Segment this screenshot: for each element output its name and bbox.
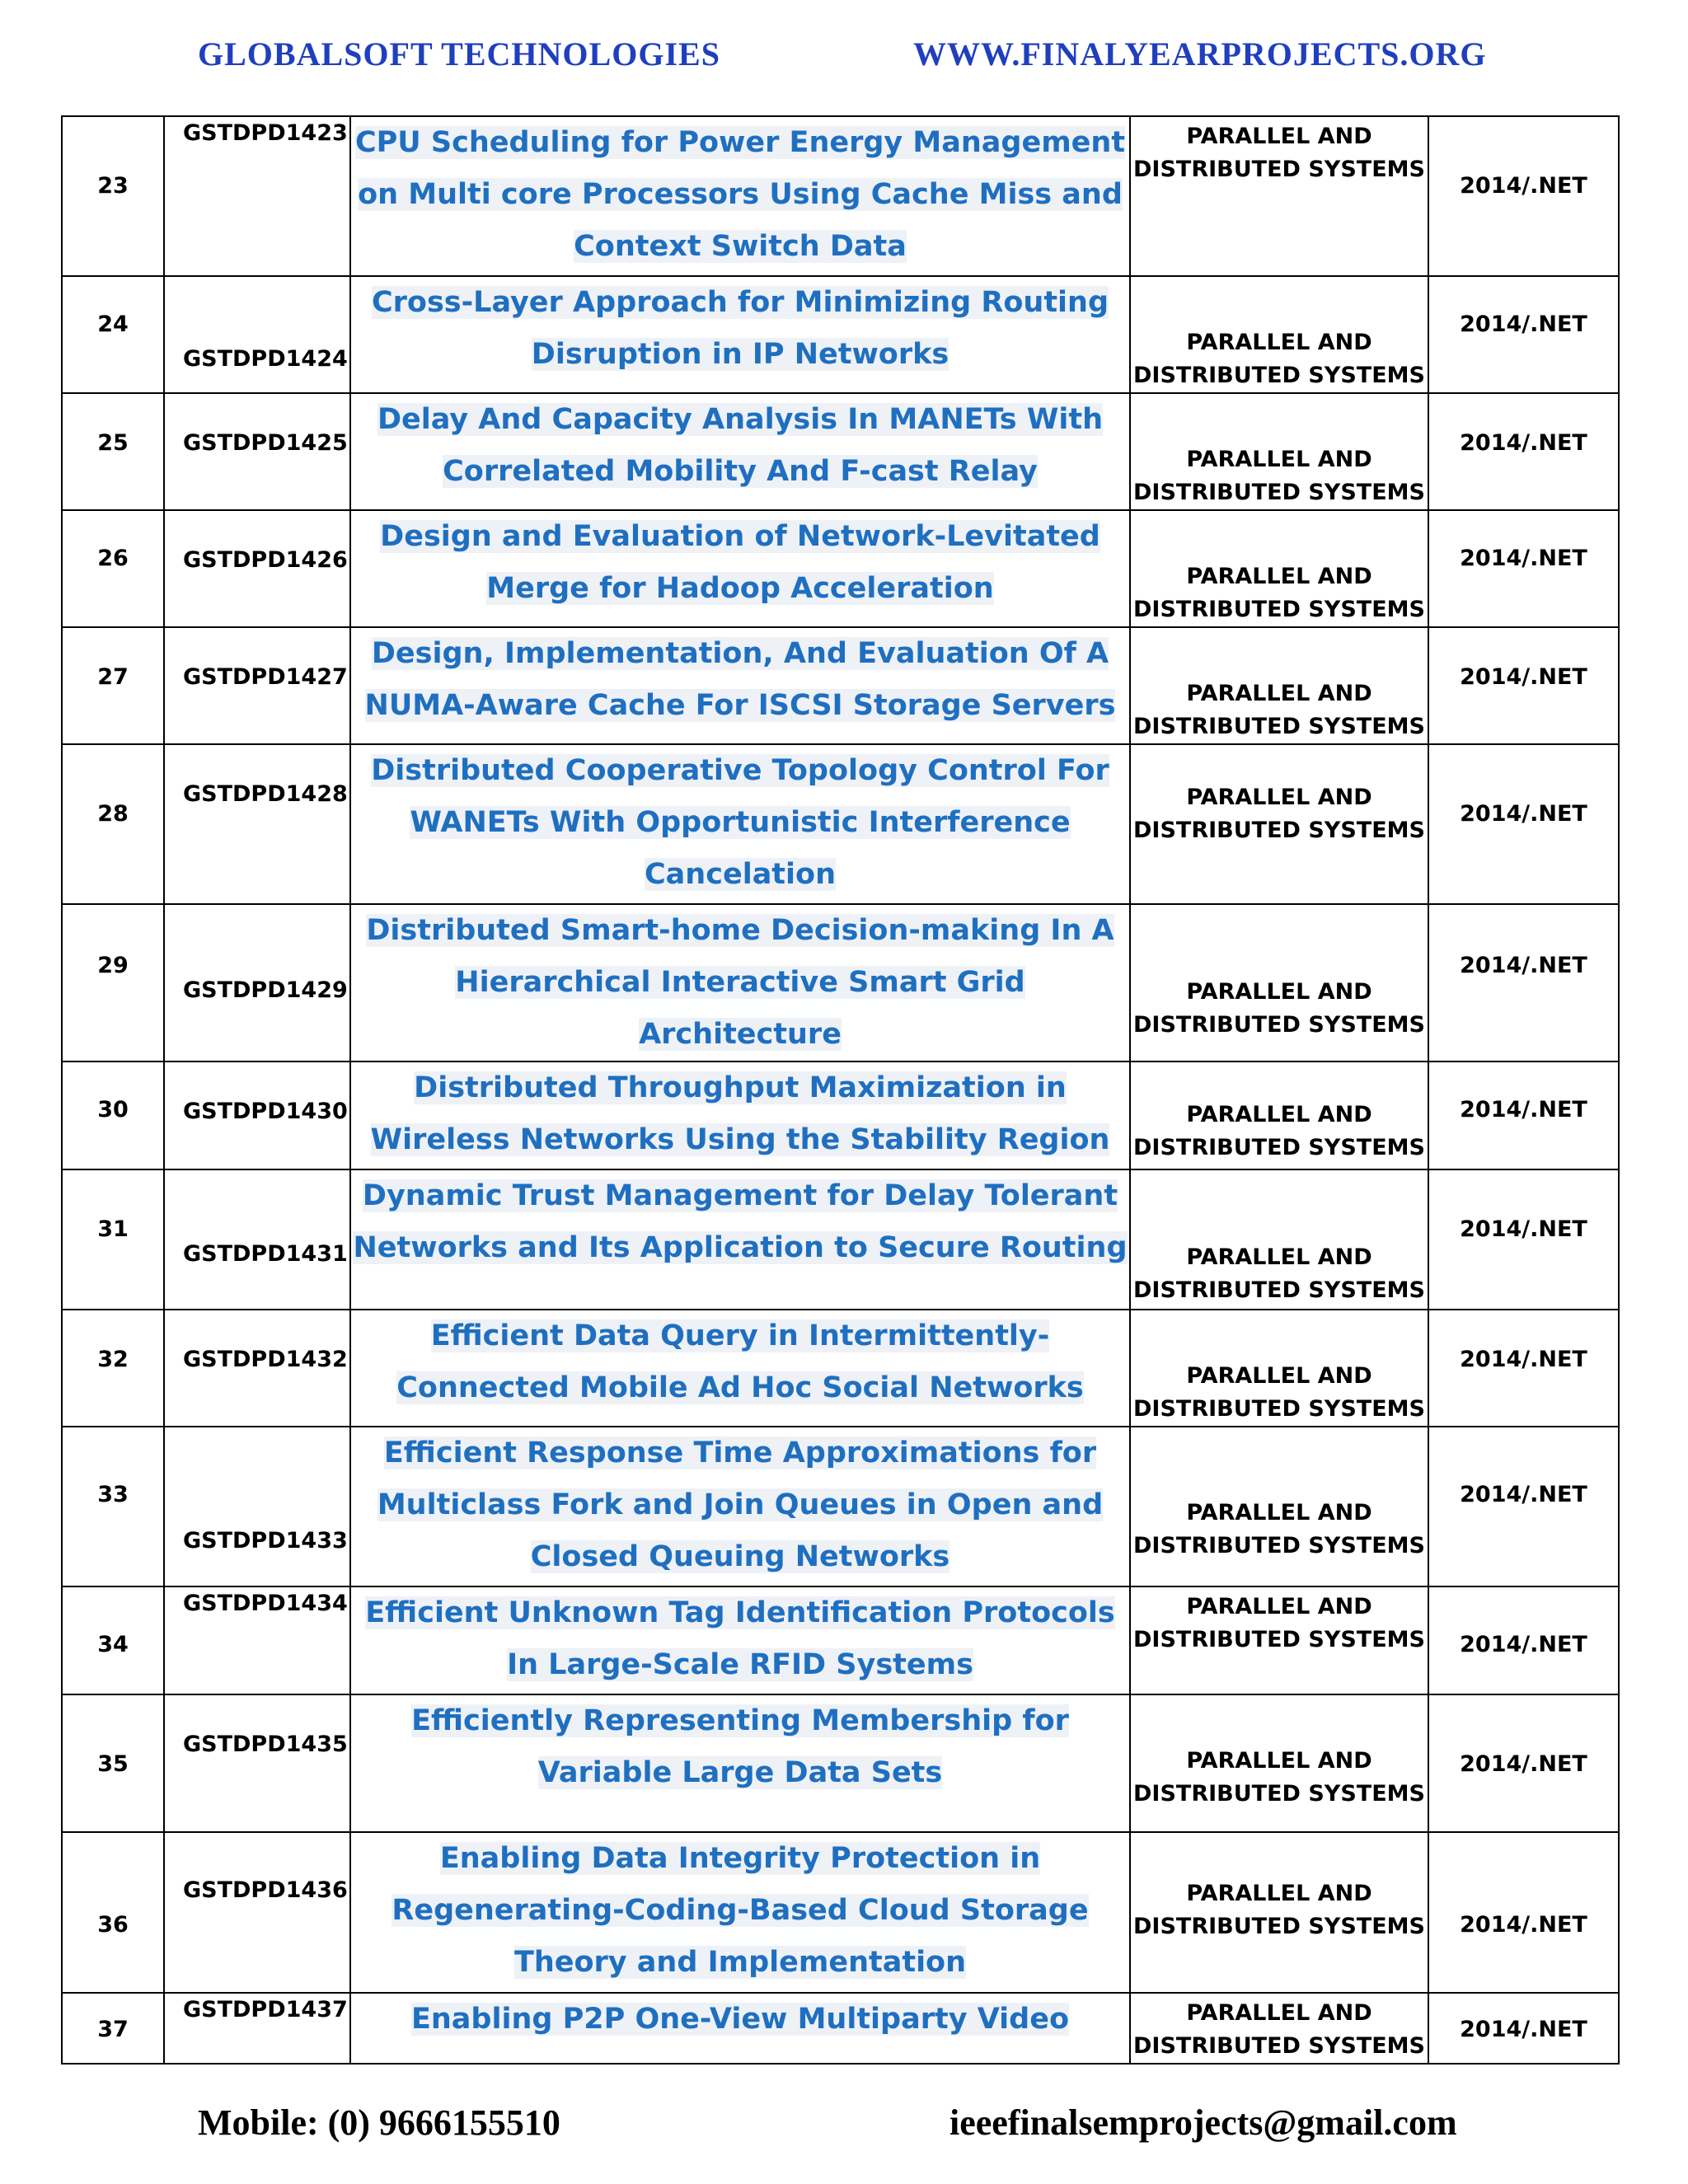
project-title[interactable]: Distributed Cooperative Topology Control For WANETs With Opportunistic Interference Cancelation bbox=[371, 754, 1109, 891]
project-code: GSTDPD1434 bbox=[183, 1591, 348, 1616]
project-domain: PARALLEL AND DISTRIBUTED SYSTEMS bbox=[1133, 2000, 1425, 2059]
project-code-cell bbox=[164, 116, 350, 276]
project-year-cell bbox=[1428, 1427, 1619, 1586]
project-domain-cell bbox=[1130, 510, 1428, 627]
row-number: 30 bbox=[97, 1097, 129, 1122]
project-code: GSTDPD1424 bbox=[183, 346, 348, 372]
project-code-cell bbox=[164, 1832, 350, 1993]
project-year: 2014/.NET bbox=[1460, 801, 1587, 827]
project-code-cell bbox=[164, 627, 350, 744]
project-code: GSTDPD1436 bbox=[183, 1877, 348, 1903]
project-year: 2014/.NET bbox=[1460, 953, 1587, 978]
project-title[interactable]: Design, Implementation, And Evaluation Of A NUMA-Aware Cache For ISCSI Storage Servers bbox=[364, 637, 1116, 722]
project-domain: PARALLEL AND DISTRIBUTED SYSTEMS bbox=[1133, 1363, 1425, 1422]
project-code: GSTDPD1437 bbox=[183, 1997, 348, 2022]
project-domain-cell bbox=[1130, 1586, 1428, 1694]
project-code: GSTDPD1423 bbox=[183, 120, 348, 146]
project-title-cell bbox=[350, 1062, 1130, 1169]
project-domain-cell bbox=[1130, 627, 1428, 744]
project-title[interactable]: Enabling Data Integrity Protection in Regenerating-Coding-Based Cloud Storage Theory and Implementation bbox=[392, 1842, 1089, 1979]
row-number: 28 bbox=[97, 801, 129, 827]
project-year-cell bbox=[1428, 627, 1619, 744]
table-row bbox=[62, 1310, 1619, 1427]
project-year: 2014/.NET bbox=[1460, 664, 1587, 690]
company-name: GLOBALSOFT TECHNOLOGIES bbox=[198, 35, 720, 73]
project-code: GSTDPD1431 bbox=[183, 1241, 348, 1267]
project-year: 2014/.NET bbox=[1460, 1097, 1587, 1122]
project-domain: PARALLEL AND DISTRIBUTED SYSTEMS bbox=[1133, 785, 1425, 843]
project-code-cell bbox=[164, 1310, 350, 1427]
project-title-cell bbox=[350, 1427, 1130, 1586]
project-code-cell bbox=[164, 1993, 350, 2064]
project-year-cell bbox=[1428, 1169, 1619, 1310]
row-number: 26 bbox=[97, 546, 129, 571]
project-code: GSTDPD1425 bbox=[183, 430, 348, 456]
row-number: 36 bbox=[97, 1912, 129, 1938]
row-number-cell bbox=[62, 1832, 164, 1993]
project-domain-cell bbox=[1130, 1169, 1428, 1310]
project-title[interactable]: CPU Scheduling for Power Energy Management on Multi core Processors Using Cache Miss and Context Switch Data bbox=[354, 126, 1126, 263]
projects-table bbox=[61, 115, 1620, 2064]
project-year-cell bbox=[1428, 1310, 1619, 1427]
project-year: 2014/.NET bbox=[1460, 1216, 1587, 1242]
project-title-cell bbox=[350, 276, 1130, 393]
row-number: 37 bbox=[97, 2017, 129, 2042]
table-row bbox=[62, 393, 1619, 510]
project-domain-cell bbox=[1130, 1993, 1428, 2064]
project-title[interactable]: Design and Evaluation of Network-Levitated Merge for Hadoop Acceleration bbox=[380, 520, 1100, 605]
table-row bbox=[62, 1993, 1619, 2064]
website-url[interactable]: WWW.FINALYEARPROJECTS.ORG bbox=[913, 35, 1487, 73]
project-code-cell bbox=[164, 1062, 350, 1169]
project-title-cell bbox=[350, 1832, 1130, 1993]
project-title-cell bbox=[350, 1169, 1130, 1310]
project-domain: PARALLEL AND DISTRIBUTED SYSTEMS bbox=[1133, 447, 1425, 505]
project-domain-cell bbox=[1130, 1310, 1428, 1427]
project-title[interactable]: Dynamic Trust Management for Delay Tolerant Networks and Its Application to Secure Routing bbox=[353, 1179, 1128, 1264]
row-number-cell bbox=[62, 1694, 164, 1832]
project-year: 2014/.NET bbox=[1460, 430, 1587, 456]
project-code-cell bbox=[164, 1427, 350, 1586]
project-domain-cell bbox=[1130, 1062, 1428, 1169]
row-number: 27 bbox=[97, 664, 129, 690]
project-title-cell bbox=[350, 1694, 1130, 1832]
table-row bbox=[62, 1427, 1619, 1586]
row-number-cell bbox=[62, 1062, 164, 1169]
table-row bbox=[62, 510, 1619, 627]
project-title[interactable]: Delay And Capacity Analysis In MANETs With Correlated Mobility And F-cast Relay bbox=[377, 403, 1104, 488]
project-domain-cell bbox=[1130, 904, 1428, 1062]
project-title[interactable]: Efficient Unknown Tag Identification Protocols In Large-Scale RFID Systems bbox=[365, 1596, 1115, 1681]
project-code-cell bbox=[164, 393, 350, 510]
project-year: 2014/.NET bbox=[1460, 312, 1587, 337]
row-number: 33 bbox=[97, 1482, 129, 1507]
project-domain-cell bbox=[1130, 116, 1428, 276]
project-title-cell bbox=[350, 744, 1130, 904]
project-domain: PARALLEL AND DISTRIBUTED SYSTEMS bbox=[1133, 1594, 1425, 1652]
row-number: 35 bbox=[97, 1751, 129, 1777]
project-title[interactable]: Distributed Throughput Maximization in Wireless Networks Using the Stability Region bbox=[370, 1071, 1110, 1156]
row-number: 25 bbox=[97, 430, 129, 456]
project-year-cell bbox=[1428, 1586, 1619, 1694]
project-year-cell bbox=[1428, 904, 1619, 1062]
project-year: 2014/.NET bbox=[1460, 546, 1587, 571]
table-row bbox=[62, 1694, 1619, 1832]
project-year-cell bbox=[1428, 744, 1619, 904]
project-title-cell bbox=[350, 510, 1130, 627]
project-code: GSTDPD1435 bbox=[183, 1732, 348, 1757]
project-year-cell bbox=[1428, 1694, 1619, 1832]
row-number: 31 bbox=[97, 1216, 129, 1242]
project-year-cell bbox=[1428, 116, 1619, 276]
row-number: 34 bbox=[97, 1632, 129, 1657]
project-code-cell bbox=[164, 1169, 350, 1310]
table-row bbox=[62, 1062, 1619, 1169]
project-domain: PARALLEL AND DISTRIBUTED SYSTEMS bbox=[1133, 124, 1425, 182]
projects-table-body bbox=[62, 116, 1619, 2064]
row-number-cell bbox=[62, 904, 164, 1062]
project-year: 2014/.NET bbox=[1460, 1912, 1587, 1938]
project-domain: PARALLEL AND DISTRIBUTED SYSTEMS bbox=[1133, 564, 1425, 622]
row-number-cell bbox=[62, 1993, 164, 2064]
project-year-cell bbox=[1428, 393, 1619, 510]
table-row bbox=[62, 744, 1619, 904]
row-number-cell bbox=[62, 393, 164, 510]
table-row bbox=[62, 1586, 1619, 1694]
row-number: 24 bbox=[97, 312, 129, 337]
page-header bbox=[0, 35, 1688, 84]
project-year-cell bbox=[1428, 276, 1619, 393]
project-code-cell bbox=[164, 744, 350, 904]
project-code-cell bbox=[164, 276, 350, 393]
project-domain: PARALLEL AND DISTRIBUTED SYSTEMS bbox=[1133, 1500, 1425, 1558]
table-row bbox=[62, 276, 1619, 393]
project-year-cell bbox=[1428, 1062, 1619, 1169]
project-code: GSTDPD1433 bbox=[183, 1528, 348, 1554]
table-row bbox=[62, 116, 1619, 276]
project-code: GSTDPD1429 bbox=[183, 977, 348, 1003]
project-domain: PARALLEL AND DISTRIBUTED SYSTEMS bbox=[1133, 1102, 1425, 1160]
project-code: GSTDPD1427 bbox=[183, 664, 348, 690]
project-code-cell bbox=[164, 1586, 350, 1694]
project-title[interactable]: Efficient Response Time Approximations for Multiclass Fork and Join Queues in Open and Closed Queuing Networks bbox=[377, 1436, 1104, 1573]
project-domain: PARALLEL AND DISTRIBUTED SYSTEMS bbox=[1133, 1881, 1425, 1939]
project-domain-cell bbox=[1130, 1427, 1428, 1586]
project-title[interactable]: Efficiently Representing Membership for Variable Large Data Sets bbox=[411, 1704, 1069, 1789]
row-number-cell bbox=[62, 1169, 164, 1310]
row-number-cell bbox=[62, 276, 164, 393]
table-row bbox=[62, 1169, 1619, 1310]
project-title-cell bbox=[350, 393, 1130, 510]
row-number: 29 bbox=[97, 953, 129, 978]
project-code: GSTDPD1432 bbox=[183, 1347, 348, 1372]
row-number: 23 bbox=[97, 173, 129, 199]
project-title-cell bbox=[350, 1993, 1130, 2064]
row-number-cell bbox=[62, 744, 164, 904]
mobile-number: Mobile: (0) 9666155510 bbox=[198, 2102, 560, 2143]
row-number-cell bbox=[62, 1310, 164, 1427]
project-title[interactable]: Distributed Smart-home Decision-making In A Hierarchical Interactive Smart Grid Architecture bbox=[366, 914, 1114, 1051]
project-domain-cell bbox=[1130, 1694, 1428, 1832]
project-code-cell bbox=[164, 510, 350, 627]
project-title[interactable]: Cross-Layer Approach for Minimizing Routing Disruption in IP Networks bbox=[371, 286, 1109, 371]
project-domain-cell bbox=[1130, 393, 1428, 510]
project-year: 2014/.NET bbox=[1460, 1751, 1587, 1777]
project-code: GSTDPD1428 bbox=[183, 781, 348, 807]
project-year: 2014/.NET bbox=[1460, 2017, 1587, 2042]
project-year: 2014/.NET bbox=[1460, 173, 1587, 199]
row-number: 32 bbox=[97, 1347, 129, 1372]
row-number-cell bbox=[62, 627, 164, 744]
project-domain: PARALLEL AND DISTRIBUTED SYSTEMS bbox=[1133, 681, 1425, 739]
project-domain-cell bbox=[1130, 276, 1428, 393]
project-title-cell bbox=[350, 904, 1130, 1062]
project-domain-cell bbox=[1130, 744, 1428, 904]
table-row bbox=[62, 627, 1619, 744]
contact-email[interactable]: ieeefinalsemprojects@gmail.com bbox=[950, 2102, 1457, 2143]
project-title-cell bbox=[350, 627, 1130, 744]
project-year-cell bbox=[1428, 1993, 1619, 2064]
project-code: GSTDPD1430 bbox=[183, 1099, 348, 1124]
table-row bbox=[62, 1832, 1619, 1993]
project-year: 2014/.NET bbox=[1460, 1482, 1587, 1507]
project-year-cell bbox=[1428, 510, 1619, 627]
project-title[interactable]: Enabling P2P One-View Multiparty Video bbox=[410, 2003, 1070, 2036]
row-number-cell bbox=[62, 510, 164, 627]
page-footer bbox=[0, 2102, 1688, 2151]
row-number-cell bbox=[62, 1586, 164, 1694]
row-number-cell bbox=[62, 1427, 164, 1586]
project-title-cell bbox=[350, 116, 1130, 276]
project-title-cell bbox=[350, 1310, 1130, 1427]
project-domain: PARALLEL AND DISTRIBUTED SYSTEMS bbox=[1133, 1748, 1425, 1807]
project-year-cell bbox=[1428, 1832, 1619, 1993]
project-code-cell bbox=[164, 904, 350, 1062]
project-domain: PARALLEL AND DISTRIBUTED SYSTEMS bbox=[1133, 330, 1425, 388]
project-domain: PARALLEL AND DISTRIBUTED SYSTEMS bbox=[1133, 979, 1425, 1038]
project-year: 2014/.NET bbox=[1460, 1347, 1587, 1372]
project-year: 2014/.NET bbox=[1460, 1632, 1587, 1657]
project-code-cell bbox=[164, 1694, 350, 1832]
project-title-cell bbox=[350, 1586, 1130, 1694]
project-code: GSTDPD1426 bbox=[183, 547, 348, 573]
project-domain-cell bbox=[1130, 1832, 1428, 1993]
project-domain: PARALLEL AND DISTRIBUTED SYSTEMS bbox=[1133, 1244, 1425, 1303]
table-row bbox=[62, 904, 1619, 1062]
project-title[interactable]: Efficient Data Query in Intermittently-Connected Mobile Ad Hoc Social Networks bbox=[396, 1319, 1084, 1404]
row-number-cell bbox=[62, 116, 164, 276]
